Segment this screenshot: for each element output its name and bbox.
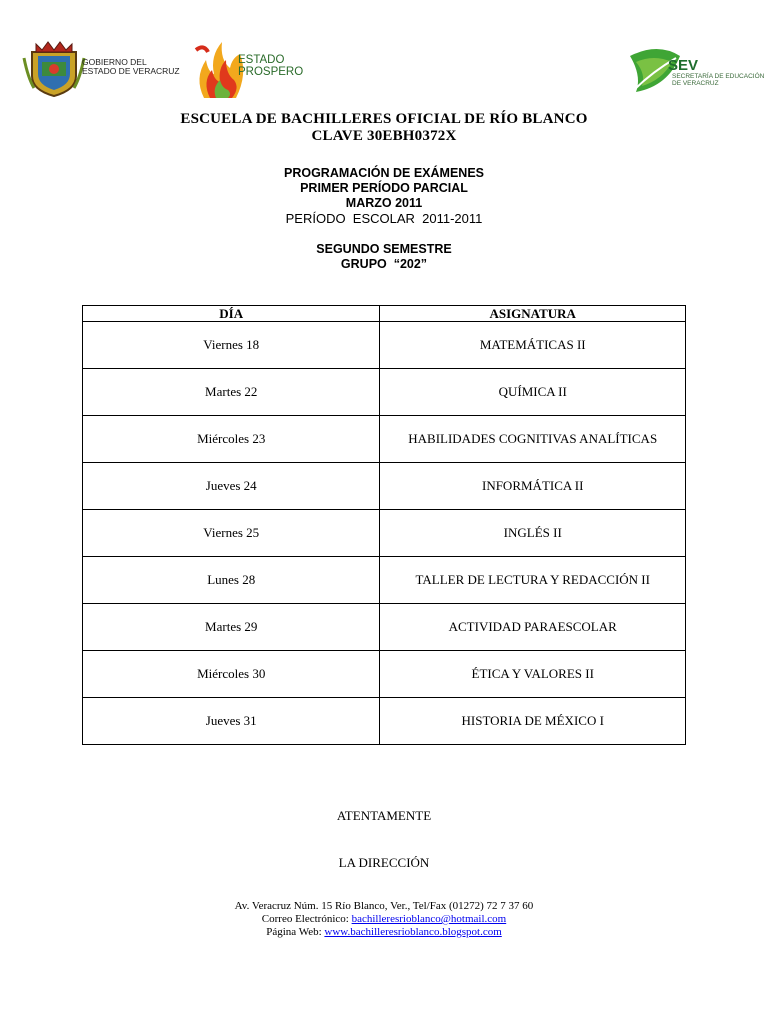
sev-sub-line-2: DE VERACRUZ — [672, 80, 719, 87]
table-row — [83, 604, 686, 651]
ep-logo-line-1: ESTADO — [238, 54, 285, 66]
table-row — [83, 369, 686, 416]
day-cell: Martes 22 — [83, 369, 380, 416]
table-row — [83, 322, 686, 369]
subject-cell: INGLÉS II — [380, 510, 686, 557]
day-cell: Viernes 18 — [83, 322, 380, 369]
sev-subtitle — [672, 73, 764, 87]
program-partial: PRIMER PERÍODO PARCIAL — [300, 181, 468, 195]
web-label: Página Web: — [266, 926, 325, 938]
subject-cell: MATEMÁTICAS II — [380, 322, 686, 369]
footer-address: Av. Veracruz Núm. 15 Río Blanco, Ver., Tel/Fax (01272) 72 7 37 60 — [234, 900, 534, 912]
sev-logo-text: SEV — [668, 57, 699, 74]
subject-cell: ÉTICA Y VALORES II — [380, 651, 686, 698]
day-cell: Martes 29 — [83, 604, 380, 651]
subject-cell: QUÍMICA II — [380, 369, 686, 416]
group-heading — [0, 242, 768, 272]
sev-sub-line-1: SECRETARÍA DE EDUCACIÓN — [672, 73, 765, 80]
subject-cell: TALLER DE LECTURA Y REDACCIÓN II — [380, 557, 686, 604]
semester-label: SEGUNDO SEMESTRE — [316, 242, 452, 256]
subject-cell: HABILIDADES COGNITIVAS ANALÍTICAS — [380, 416, 686, 463]
table-row — [83, 510, 686, 557]
subject-cell: HISTORIA DE MÉXICO I — [380, 698, 686, 745]
closing-direccion: LA DIRECCIÓN — [338, 855, 430, 870]
exam-program-heading — [0, 166, 768, 211]
subject-cell: INFORMÁTICA II — [380, 463, 686, 510]
table-row — [83, 557, 686, 604]
school-heading — [0, 111, 768, 145]
closing-atentamente: ATENTAMENTE — [336, 808, 432, 823]
day-cell: Miércoles 23 — [83, 416, 380, 463]
footer-email-line — [0, 913, 768, 926]
gov-logo-line-2: ESTADO DE VERACRUZ — [82, 66, 180, 76]
day-cell: Jueves 24 — [83, 463, 380, 510]
day-cell: Jueves 31 — [83, 698, 380, 745]
table-row — [83, 651, 686, 698]
footer-web-line — [0, 926, 768, 939]
website-link[interactable]: www.bachilleresrioblanco.blogspot.com — [324, 926, 502, 938]
group-label: GRUPO “202” — [340, 257, 428, 271]
exam-schedule-table — [82, 305, 686, 745]
table-row — [83, 463, 686, 510]
header-day: DÍA — [83, 306, 380, 322]
veracruz-coat-of-arms-logo — [22, 38, 86, 98]
government-logo-text — [82, 58, 180, 76]
email-link[interactable]: bachilleresrioblanco@hotmail.com — [351, 913, 507, 925]
program-title: PROGRAMACIÓN DE EXÁMENES — [283, 166, 485, 180]
gov-logo-line-1: GOBIERNO DEL — [82, 57, 147, 67]
estado-prospero-text — [238, 54, 303, 78]
table-row — [83, 698, 686, 745]
day-cell: Viernes 25 — [83, 510, 380, 557]
header-subject: ASIGNATURA — [380, 306, 686, 322]
contact-footer — [0, 900, 768, 939]
day-cell: Miércoles 30 — [83, 651, 380, 698]
program-month: MARZO 2011 — [345, 196, 423, 210]
day-cell: Lunes 28 — [83, 557, 380, 604]
email-label: Correo Electrónico: — [261, 913, 352, 925]
school-clave: CLAVE 30EBH0372X — [311, 128, 457, 144]
table-row — [83, 416, 686, 463]
school-period: PERÍODO ESCOLAR 2011-2011 — [285, 211, 483, 226]
table-header-row — [83, 306, 686, 322]
school-name: ESCUELA DE BACHILLERES OFICIAL DE RÍO BLANCO — [180, 111, 588, 127]
subject-cell: ACTIVIDAD PARAESCOLAR — [380, 604, 686, 651]
ep-logo-line-2: PROSPERO — [238, 66, 304, 78]
